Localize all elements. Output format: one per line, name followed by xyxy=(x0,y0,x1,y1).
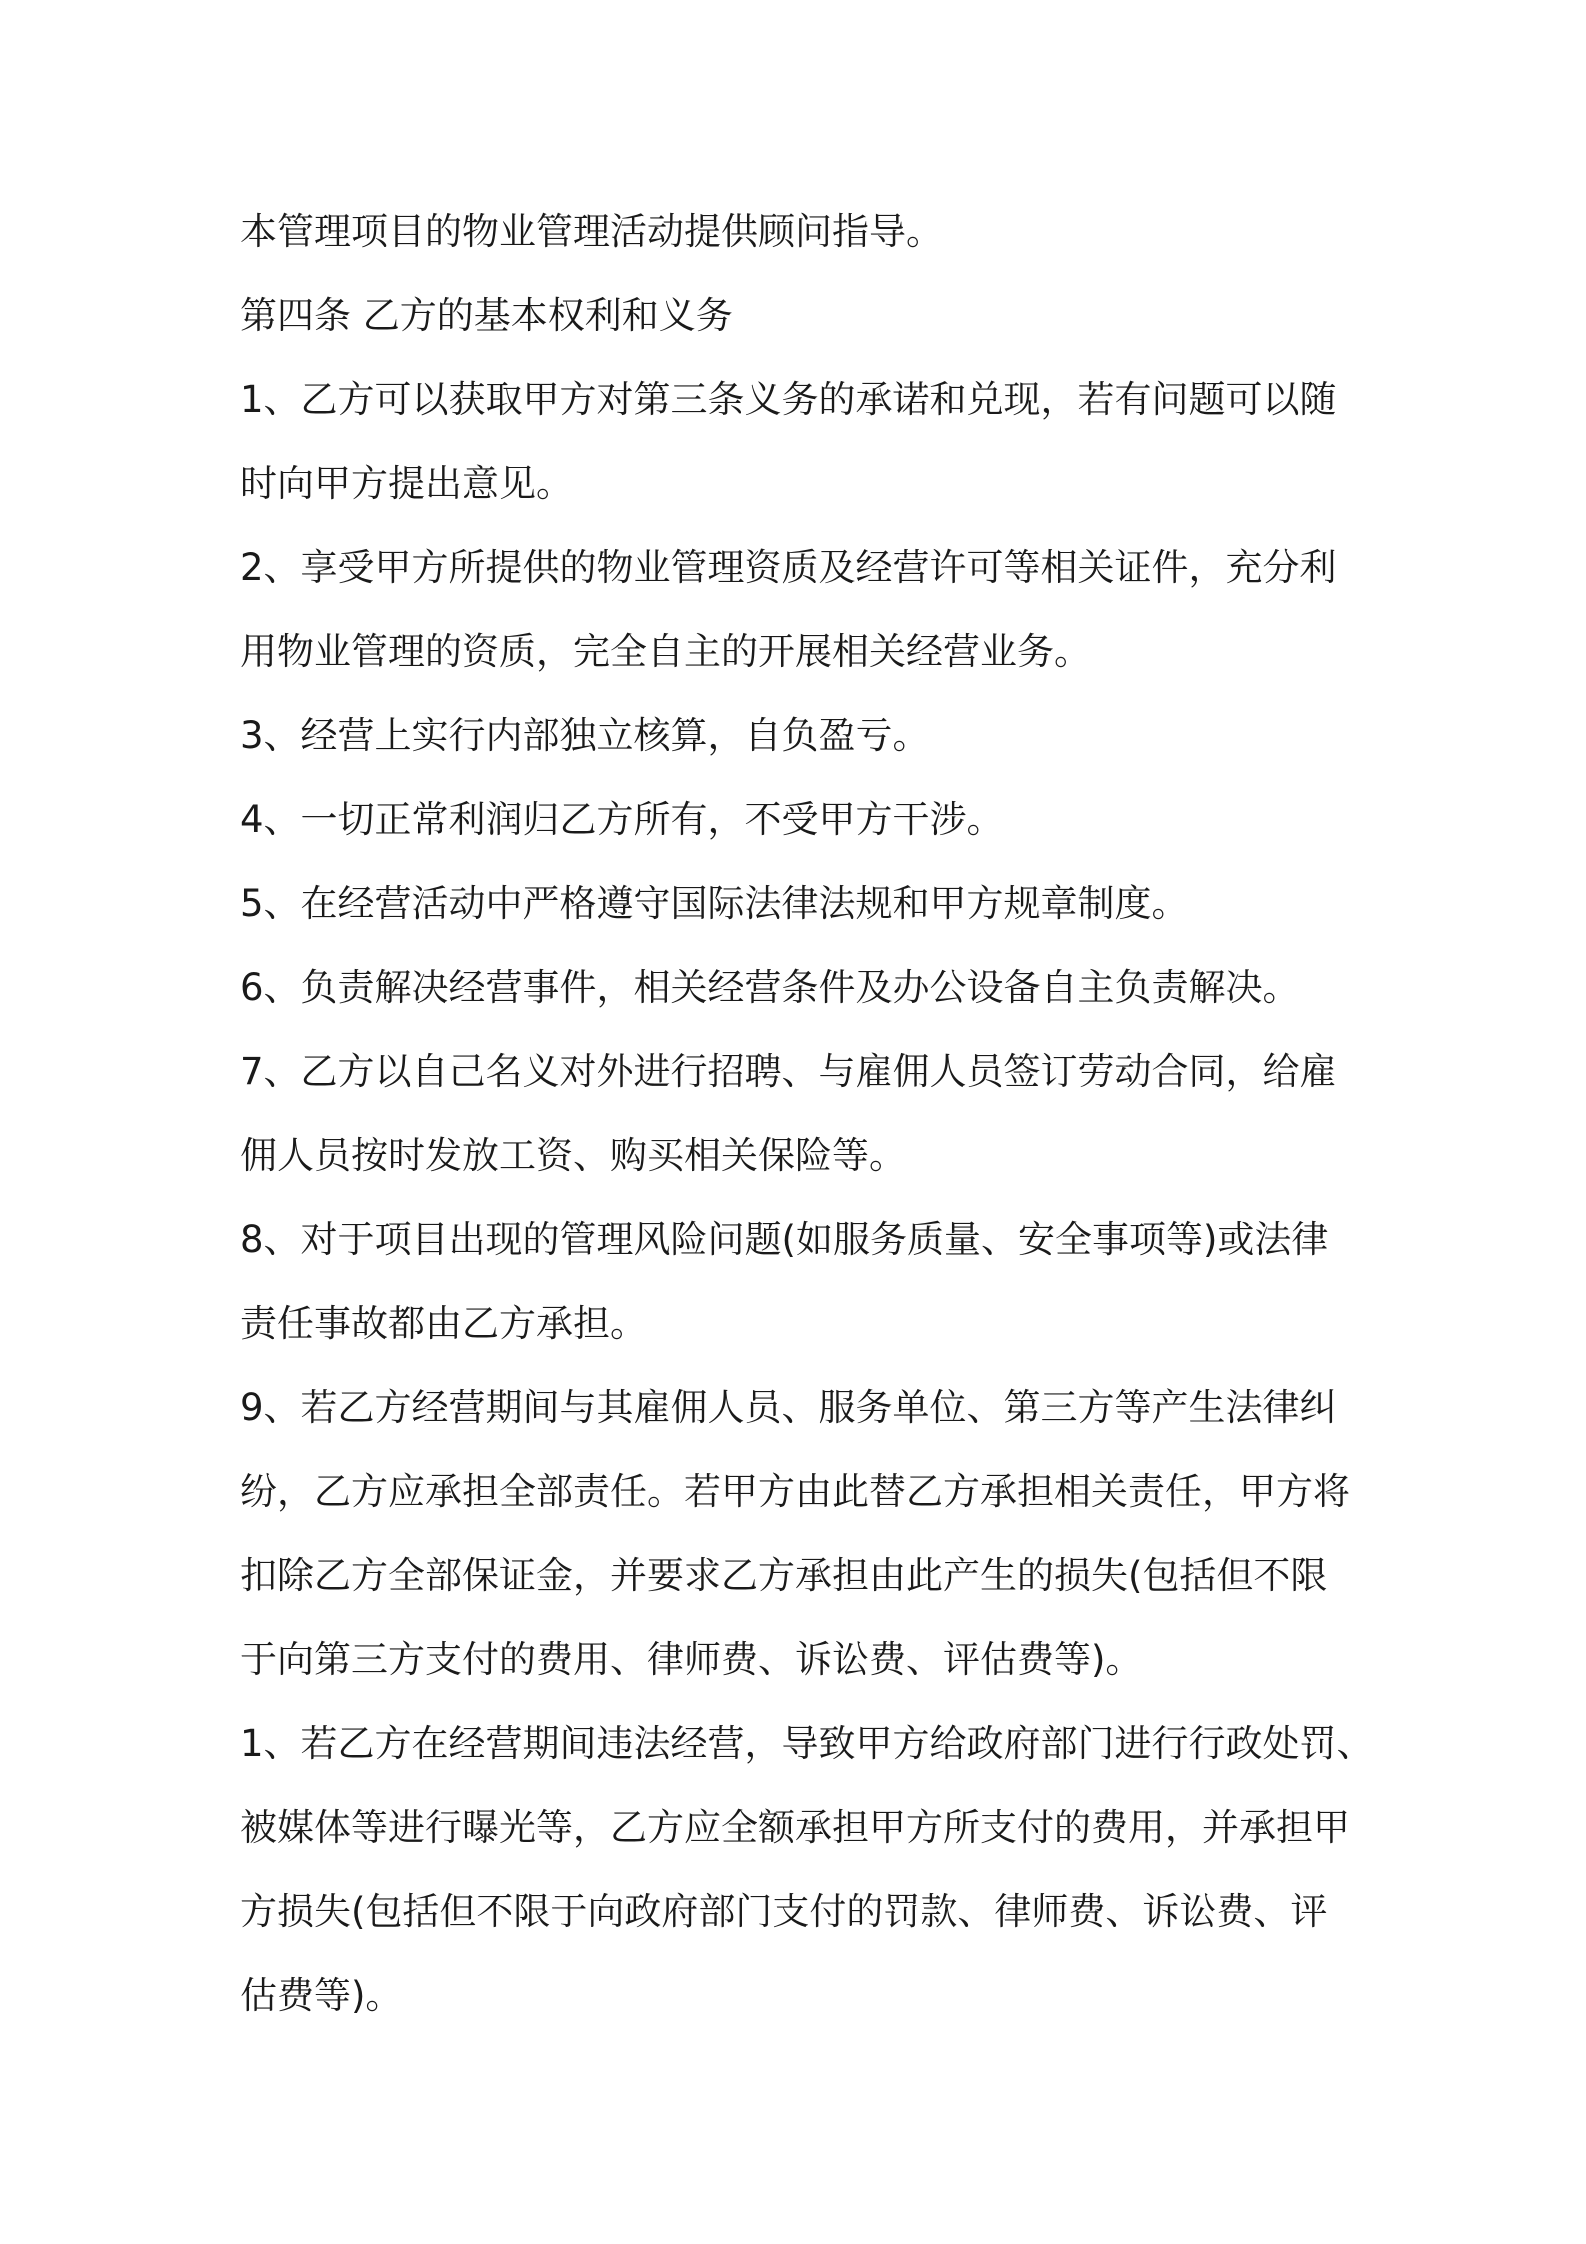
text-line: 时向甲方提出意见。 xyxy=(240,462,573,505)
text-line: 用物业管理的资质，完全自主的开展相关经营业务。 xyxy=(240,630,1091,673)
text-line: 1、乙方可以获取甲方对第三条义务的承诺和兑现，若有问题可以随 xyxy=(240,378,1337,421)
document-body xyxy=(240,190,1374,2038)
text-line: 本管理项目的物业管理活动提供顾问指导。 xyxy=(240,210,943,253)
text-line: 6、负责解决经营事件，相关经营条件及办公设备自主负责解决。 xyxy=(240,966,1300,1009)
text-line: 责任事故都由乙方承担。 xyxy=(240,1302,647,1345)
text-line: 于向第三方支付的费用、律师费、诉讼费、评估费等)。 xyxy=(240,1638,1143,1681)
text-line: 1、若乙方在经营期间违法经营，导致甲方给政府部门进行行政处罚、 xyxy=(240,1722,1374,1765)
text-line: 2、享受甲方所提供的物业管理资质及经营许可等相关证件，充分利 xyxy=(240,546,1337,589)
text-line: 估费等)。 xyxy=(240,1974,403,2017)
text-line: 5、在经营活动中严格遵守国际法律法规和甲方规章制度。 xyxy=(240,882,1189,925)
text-line: 方损失(包括但不限于向政府部门支付的罚款、律师费、诉讼费、评 xyxy=(240,1890,1328,1933)
text-line: 9、若乙方经营期间与其雇佣人员、服务单位、第三方等产生法律纠 xyxy=(240,1386,1337,1429)
text-line: 4、一切正常利润归乙方所有，不受甲方干涉。 xyxy=(240,798,1004,841)
text-line: 8、对于项目出现的管理风险问题(如服务质量、安全事项等)或法律 xyxy=(240,1218,1329,1261)
text-line: 被媒体等进行曝光等，乙方应全额承担甲方所支付的费用，并承担甲 xyxy=(240,1806,1350,1849)
text-line: 纷，乙方应承担全部责任。若甲方由此替乙方承担相关责任，甲方将 xyxy=(240,1470,1350,1513)
text-line: 7、乙方以自己名义对外进行招聘、与雇佣人员签订劳动合同，给雇 xyxy=(240,1050,1337,1093)
text-line: 佣人员按时发放工资、购买相关保险等。 xyxy=(240,1134,906,1177)
text-line: 3、经营上实行内部独立核算，自负盈亏。 xyxy=(240,714,930,757)
section-heading: 第四条 乙方的基本权利和义务 xyxy=(240,294,733,337)
text-line: 扣除乙方全部保证金，并要求乙方承担由此产生的损失(包括但不限 xyxy=(240,1554,1328,1597)
